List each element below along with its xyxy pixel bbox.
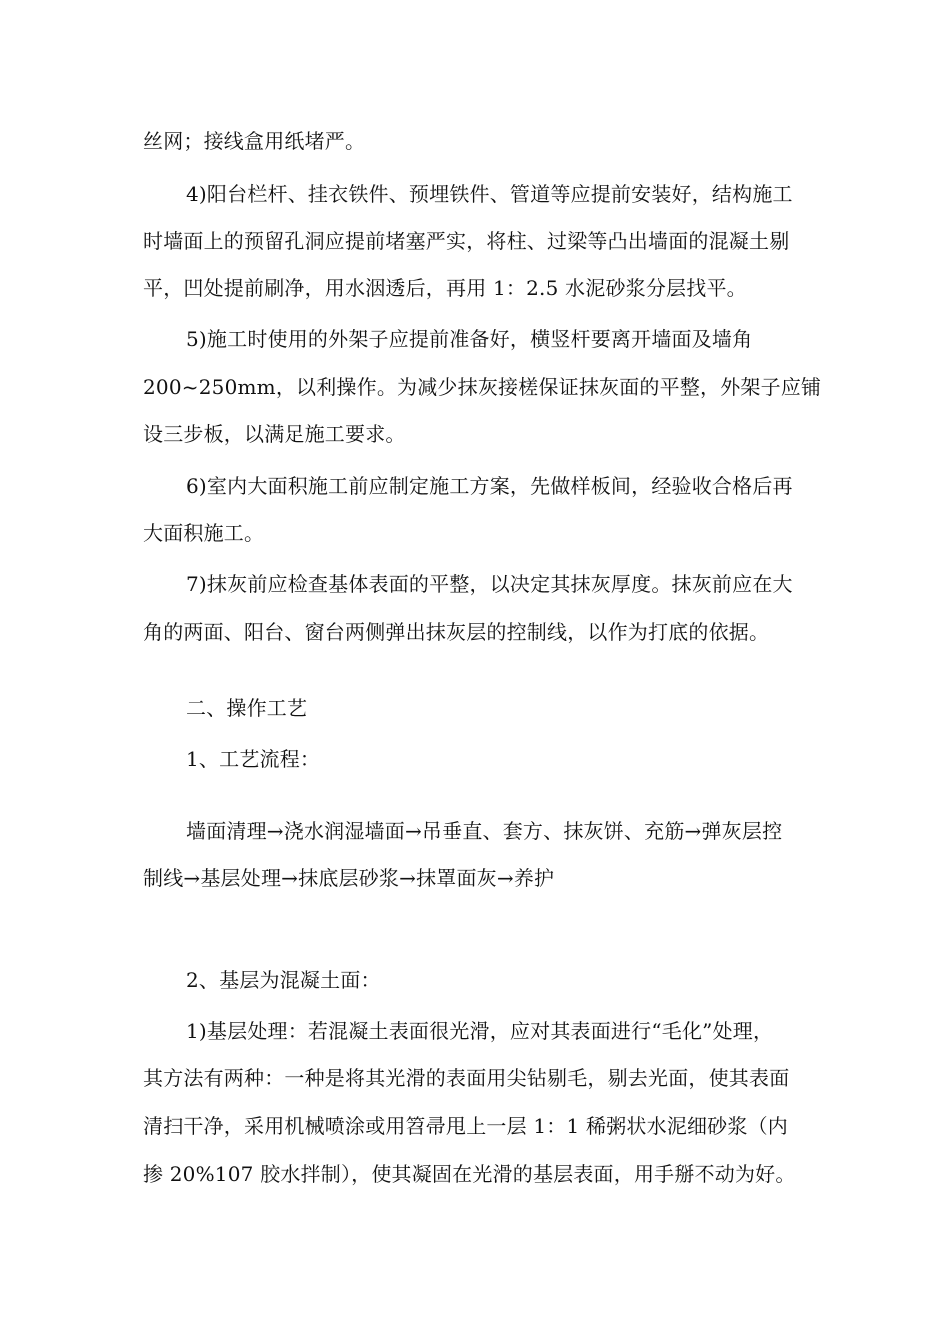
text-line: 清扫干净，采用机械喷涂或用笤帚甩上一层 1：1 稀粥状水泥细砂浆（内	[143, 1114, 788, 1138]
text-line: 时墙面上的预留孔洞应提前堵塞严实，将柱、过梁等凸出墙面的混凝土剔	[143, 229, 790, 253]
text-line: 掺 20%107 胶水拌制），使其凝固在光滑的基层表面，用手掰不动为好。	[143, 1162, 796, 1186]
text-line: 制线→基层处理→抹底层砂浆→抹罩面灰→养护	[143, 866, 555, 890]
text-line: 设三步板，以满足施工要求。	[143, 422, 406, 446]
text-line: 平，凹处提前刷净，用水洇透后，再用 1：2.5 水泥砂浆分层找平。	[143, 276, 747, 300]
text-line: 6)室内大面积施工前应制定施工方案，先做样板间，经验收合格后再	[186, 474, 793, 498]
text-line: 其方法有两种：一种是将其光滑的表面用尖钻剔毛，剔去光面，使其表面	[143, 1066, 790, 1090]
text-line: 大面积施工。	[143, 521, 265, 545]
text-line: 200~250mm，以利操作。为减少抹灰接槎保证抹灰面的平整，外架子应铺	[143, 375, 822, 399]
text-line: 5)施工时使用的外架子应提前准备好，横竖杆要离开墙面及墙角	[186, 327, 753, 351]
section-heading: 二、操作工艺	[186, 696, 308, 720]
text-line: 1)基层处理：若混凝土表面很光滑，应对其表面进行“毛化”处理，	[186, 1019, 774, 1043]
text-line: 墙面清理→浇水润湿墙面→吊垂直、套方、抹灰饼、充筋→弹灰层控	[186, 819, 783, 843]
text-line: 7)抹灰前应检查基体表面的平整，以决定其抹灰厚度。抹灰前应在大	[186, 572, 793, 596]
text-line: 角的两面、阳台、窗台两侧弹出抹灰层的控制线，以作为打底的依据。	[143, 620, 770, 644]
subsection-heading: 2、基层为混凝土面：	[186, 968, 381, 992]
text-line: 丝网；接线盒用纸堵严。	[143, 129, 366, 153]
text-line: 4)阳台栏杆、挂衣铁件、预埋铁件、管道等应提前安装好，结构施工	[186, 182, 793, 206]
subsection-heading: 1、工艺流程：	[186, 747, 321, 771]
